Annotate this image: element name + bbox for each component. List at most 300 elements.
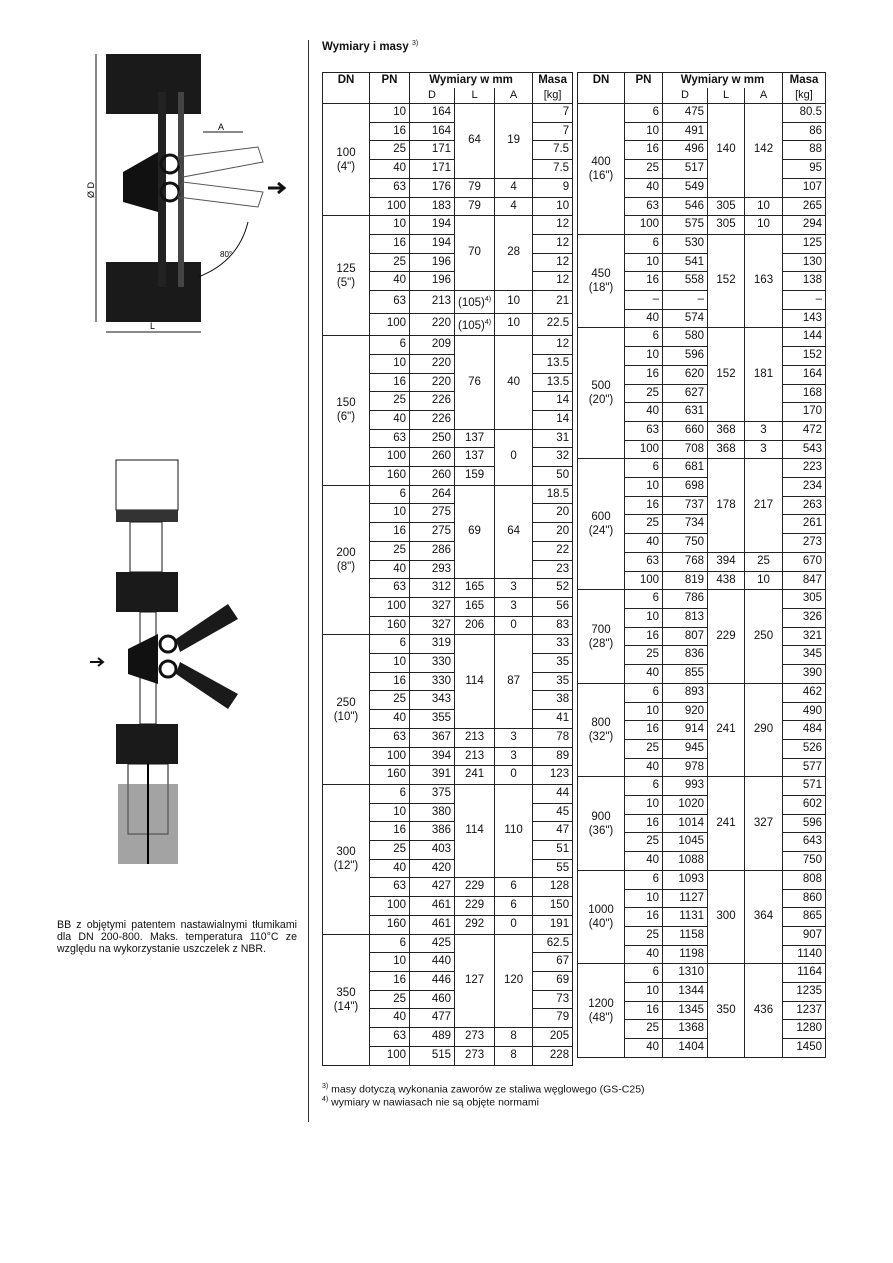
l-cell <box>455 616 495 635</box>
dn-cell <box>578 459 625 590</box>
table-row <box>578 459 826 478</box>
header-pn: PN <box>370 73 410 89</box>
pn-cell: 25 <box>625 926 663 945</box>
d-cell: 343 <box>410 691 455 710</box>
l-footnote-ref: 4) <box>484 318 492 326</box>
mass-cell: 55 <box>533 859 573 878</box>
d-cell: 580 <box>663 328 708 347</box>
l-cell <box>455 336 495 430</box>
d-cell: 194 <box>410 216 455 235</box>
pn-cell: 10 <box>370 654 410 673</box>
header-dn: DN <box>323 73 370 89</box>
a-cell: 436 <box>745 964 783 1058</box>
d-cell: 786 <box>663 590 708 609</box>
pn-cell: 63 <box>370 728 410 747</box>
dn-inch: (5") <box>336 276 356 289</box>
d-cell: 920 <box>663 702 708 721</box>
mass-cell: 670 <box>783 552 826 571</box>
pn-cell: 100 <box>625 216 663 235</box>
pn-cell: 63 <box>370 1028 410 1047</box>
dn-cell <box>323 635 370 785</box>
pn-cell: 6 <box>625 590 663 609</box>
l-value: 273 <box>464 1048 485 1061</box>
mass-cell: 164 <box>783 365 826 384</box>
pn-cell: 25 <box>625 160 663 179</box>
mass-cell: 750 <box>783 852 826 871</box>
l-value: 152 <box>716 274 736 287</box>
mass-cell: 168 <box>783 384 826 403</box>
header-kg: [kg] <box>533 88 573 104</box>
a-cell: 120 <box>495 934 533 1028</box>
d-cell: 768 <box>663 552 708 571</box>
d-cell: 1045 <box>663 833 708 852</box>
mass-cell: 45 <box>533 803 573 822</box>
mass-cell: 1235 <box>783 983 826 1002</box>
dn-cell <box>578 777 625 871</box>
dn-value: 800 <box>591 717 611 730</box>
dn-cell <box>323 485 370 635</box>
pn-cell: 100 <box>370 597 410 616</box>
d-cell: 1310 <box>663 964 708 983</box>
d-cell: 596 <box>663 347 708 366</box>
dn-inch: (24") <box>588 525 614 538</box>
d-cell: 978 <box>663 758 708 777</box>
pn-cell: 10 <box>370 504 410 523</box>
l-cell <box>455 766 495 785</box>
mass-cell: 390 <box>783 665 826 684</box>
pn-cell: 16 <box>370 234 410 253</box>
l-value: 229 <box>464 880 485 893</box>
mass-cell: 1450 <box>783 1039 826 1058</box>
mass-cell: 223 <box>783 459 826 478</box>
pn-cell: 40 <box>370 272 410 291</box>
header-dn: DN <box>578 73 625 89</box>
l-cell <box>708 234 745 328</box>
pn-cell: 6 <box>625 683 663 702</box>
pn-cell: 16 <box>625 365 663 384</box>
pn-cell: 10 <box>625 889 663 908</box>
pn-cell: 25 <box>370 841 410 860</box>
pn-cell: 16 <box>625 908 663 927</box>
dn-value: 1000 <box>588 904 614 917</box>
header-d: D <box>663 88 708 104</box>
l-cell <box>708 216 745 235</box>
pn-cell: 16 <box>625 814 663 833</box>
dn-value: 400 <box>591 155 611 168</box>
mass-cell: 128 <box>533 878 573 897</box>
l-cell <box>455 747 495 766</box>
l-value: 305 <box>716 218 736 231</box>
mass-cell: 1140 <box>783 945 826 964</box>
mass-cell: 23 <box>533 560 573 579</box>
footnote-4 <box>322 1096 539 1109</box>
mass-cell: 596 <box>783 814 826 833</box>
d-cell: 260 <box>410 448 455 467</box>
l-cell <box>708 870 745 964</box>
pn-cell: 100 <box>370 313 410 336</box>
pn-cell: 6 <box>625 777 663 796</box>
dn-value: 100 <box>336 146 356 159</box>
dn-inch: (36") <box>588 824 614 837</box>
l-value: 229 <box>716 629 736 642</box>
a-cell: 3 <box>745 440 783 459</box>
d-cell: 993 <box>663 777 708 796</box>
d-cell: 491 <box>663 122 708 141</box>
l-cell <box>708 590 745 684</box>
pn-cell: 10 <box>370 803 410 822</box>
mass-cell: 305 <box>783 590 826 609</box>
d-cell: 194 <box>410 234 455 253</box>
header-l: L <box>708 88 745 104</box>
pn-cell: 40 <box>370 710 410 729</box>
d-cell: 286 <box>410 541 455 560</box>
l-value: 79 <box>468 199 481 212</box>
l-cell <box>708 777 745 871</box>
dn-cell <box>323 336 370 486</box>
mass-cell: 47 <box>533 822 573 841</box>
d-cell: 420 <box>410 859 455 878</box>
table-row <box>323 934 573 953</box>
dn-value: 250 <box>336 696 356 709</box>
d-cell: 275 <box>410 504 455 523</box>
pn-cell: 10 <box>370 354 410 373</box>
header-dims: Wymiary w mm <box>663 73 783 89</box>
l-cell <box>455 448 495 467</box>
table-row <box>323 485 573 504</box>
l-cell <box>455 313 495 336</box>
mass-cell: 38 <box>533 691 573 710</box>
mass-cell: 1280 <box>783 1020 826 1039</box>
mass-cell: 860 <box>783 889 826 908</box>
mass-cell: 12 <box>533 272 573 291</box>
mass-cell: 41 <box>533 710 573 729</box>
mass-cell: 51 <box>533 841 573 860</box>
mass-cell: 907 <box>783 926 826 945</box>
d-cell: 575 <box>663 216 708 235</box>
pn-cell: 63 <box>370 178 410 197</box>
pn-cell: 25 <box>625 646 663 665</box>
pn-cell: 25 <box>370 141 410 160</box>
pn-cell: 10 <box>625 253 663 272</box>
l-value: 137 <box>464 450 485 463</box>
d-cell: 220 <box>410 354 455 373</box>
header-a: A <box>745 88 783 104</box>
mass-cell: 79 <box>533 1009 573 1028</box>
d-cell: 734 <box>663 515 708 534</box>
pn-cell: 160 <box>370 467 410 486</box>
a-cell: 8 <box>495 1046 533 1065</box>
pn-cell: 40 <box>625 665 663 684</box>
l-cell <box>455 104 495 179</box>
dn-cell <box>578 234 625 328</box>
pn-cell: 6 <box>625 234 663 253</box>
a-cell: 3 <box>495 579 533 598</box>
title-text: Wymiary i masy <box>322 40 409 53</box>
mass-cell: 22 <box>533 541 573 560</box>
header-mass: Masa <box>533 73 573 89</box>
l-cell <box>455 1046 495 1065</box>
l-value: 213 <box>464 730 485 743</box>
table-row <box>323 104 573 123</box>
dn-inch: (18") <box>588 282 614 295</box>
a-cell: 40 <box>495 336 533 430</box>
mass-cell: 21 <box>533 291 573 314</box>
d-cell: 1198 <box>663 945 708 964</box>
pn-cell: 10 <box>625 478 663 497</box>
mass-cell: 294 <box>783 216 826 235</box>
header-l: L <box>455 88 495 104</box>
mass-cell: 7 <box>533 122 573 141</box>
d-cell: 855 <box>663 665 708 684</box>
l-value: 292 <box>464 917 485 930</box>
dn-inch: (8") <box>336 561 356 574</box>
l-value: 394 <box>716 554 736 567</box>
d-cell: 819 <box>663 571 708 590</box>
d-cell: 546 <box>663 197 708 216</box>
d-cell: 461 <box>410 897 455 916</box>
dn-cell <box>578 104 625 235</box>
mass-cell: 261 <box>783 515 826 534</box>
mass-cell: 14 <box>533 392 573 411</box>
l-value: 206 <box>464 618 485 631</box>
l-value: 241 <box>716 723 736 736</box>
table-row <box>578 104 826 123</box>
a-cell: 6 <box>495 878 533 897</box>
l-cell <box>708 459 745 553</box>
pn-cell: 25 <box>370 392 410 411</box>
pn-cell: 40 <box>370 560 410 579</box>
mass-cell: 265 <box>783 197 826 216</box>
l-value: 273 <box>464 1030 485 1043</box>
table-row <box>578 683 826 702</box>
d-cell: 209 <box>410 336 455 355</box>
pn-cell: 6 <box>625 964 663 983</box>
l-value: 213 <box>464 749 485 762</box>
l-value: 165 <box>464 599 485 612</box>
a-cell: 0 <box>495 915 533 934</box>
pn-cell: 6 <box>370 336 410 355</box>
pn-cell: 63 <box>370 291 410 314</box>
l-value: 159 <box>464 469 485 482</box>
mass-cell: 1164 <box>783 964 826 983</box>
mass-cell: 228 <box>533 1046 573 1065</box>
dimensions-table-left <box>322 72 573 1066</box>
pn-cell: 6 <box>370 934 410 953</box>
l-value: 76 <box>468 375 481 388</box>
mass-cell: 13.5 <box>533 354 573 373</box>
mass-cell: 130 <box>783 253 826 272</box>
a-cell: 0 <box>495 766 533 785</box>
d-cell: 330 <box>410 654 455 673</box>
pn-cell: 16 <box>625 141 663 160</box>
d-cell: 1127 <box>663 889 708 908</box>
dn-cell <box>578 683 625 777</box>
l-value: 305 <box>716 199 736 212</box>
pn-cell: 63 <box>625 197 663 216</box>
l-cell <box>455 597 495 616</box>
mass-cell: 847 <box>783 571 826 590</box>
mass-cell: 14 <box>533 410 573 429</box>
dn-cell <box>323 216 370 336</box>
footnote-3 <box>322 1083 645 1096</box>
l-value: 241 <box>464 768 485 781</box>
mass-cell: 205 <box>533 1028 573 1047</box>
mass-cell: 7.5 <box>533 160 573 179</box>
footnote-text: wymiary w nawiasach nie są objęte normami <box>331 1096 539 1109</box>
l-cell <box>455 728 495 747</box>
mass-cell: 33 <box>533 635 573 654</box>
l-cell <box>455 291 495 314</box>
pn-cell: 63 <box>625 552 663 571</box>
pn-cell: 6 <box>370 784 410 803</box>
d-cell: 549 <box>663 178 708 197</box>
pn-cell: 16 <box>370 672 410 691</box>
l-value: 438 <box>716 573 736 586</box>
pn-cell: 40 <box>625 178 663 197</box>
dn-value: 150 <box>336 397 356 410</box>
d-cell: 708 <box>663 440 708 459</box>
l-cell <box>455 635 495 729</box>
l-value: (105) <box>458 319 485 332</box>
d-cell: 737 <box>663 496 708 515</box>
pn-cell: 6 <box>625 870 663 889</box>
d-cell: 220 <box>410 313 455 336</box>
l-value: 300 <box>716 910 736 923</box>
d-cell: 440 <box>410 953 455 972</box>
l-value: 229 <box>464 899 485 912</box>
d-cell: 425 <box>410 934 455 953</box>
column-divider <box>308 40 309 1122</box>
mass-cell: 69 <box>533 972 573 991</box>
pn-cell: 40 <box>625 758 663 777</box>
mass-cell: 22.5 <box>533 313 573 336</box>
pn-cell: 100 <box>625 440 663 459</box>
a-cell: 364 <box>745 870 783 964</box>
mass-cell: 484 <box>783 721 826 740</box>
dn-cell <box>578 964 625 1058</box>
l-value: 241 <box>716 816 736 829</box>
a-cell: 142 <box>745 104 783 198</box>
mass-cell: 31 <box>533 429 573 448</box>
dn-inch: (12") <box>333 860 359 873</box>
pn-cell: 63 <box>370 429 410 448</box>
mass-cell: 35 <box>533 654 573 673</box>
pn-cell: 40 <box>625 534 663 553</box>
table-row <box>578 870 826 889</box>
title-footnote-ref: 3) <box>411 40 419 47</box>
mass-cell: 263 <box>783 496 826 515</box>
l-cell <box>455 467 495 486</box>
mass-cell: 808 <box>783 870 826 889</box>
mass-cell: 123 <box>533 766 573 785</box>
mass-cell: 543 <box>783 440 826 459</box>
pn-cell: 25 <box>370 541 410 560</box>
l-cell <box>455 915 495 934</box>
l-cell <box>455 178 495 197</box>
d-cell: 813 <box>663 608 708 627</box>
mass-cell: 571 <box>783 777 826 796</box>
a-cell: 327 <box>745 777 783 871</box>
a-cell: 4 <box>495 197 533 216</box>
d-cell: 1093 <box>663 870 708 889</box>
dn-cell <box>323 934 370 1065</box>
a-cell: 19 <box>495 104 533 179</box>
d-cell: 1368 <box>663 1020 708 1039</box>
pn-cell: 10 <box>370 104 410 123</box>
mass-cell: 12 <box>533 234 573 253</box>
a-cell: 250 <box>745 590 783 684</box>
mass-cell: 577 <box>783 758 826 777</box>
valve-actuator-drawing <box>88 444 298 894</box>
pn-cell: 6 <box>625 104 663 123</box>
mass-cell: 273 <box>783 534 826 553</box>
d-cell: 319 <box>410 635 455 654</box>
d-cell: 196 <box>410 272 455 291</box>
d-cell: 1020 <box>663 796 708 815</box>
pn-cell: 25 <box>625 739 663 758</box>
mass-cell: 144 <box>783 328 826 347</box>
d-cell: 427 <box>410 878 455 897</box>
pn-cell: 10 <box>370 216 410 235</box>
table-row <box>578 328 826 347</box>
d-cell: 631 <box>663 403 708 422</box>
d-cell: 367 <box>410 728 455 747</box>
table-row <box>578 590 826 609</box>
mass-cell: 20 <box>533 523 573 542</box>
d-cell: 327 <box>410 597 455 616</box>
mass-cell: 78 <box>533 728 573 747</box>
d-cell: 620 <box>663 365 708 384</box>
pn-cell: 25 <box>625 1020 663 1039</box>
d-cell: 515 <box>410 1046 455 1065</box>
d-cell: – <box>663 291 708 310</box>
pn-cell: 100 <box>370 747 410 766</box>
l-value: 64 <box>468 134 481 147</box>
mass-cell: 462 <box>783 683 826 702</box>
l-value: 165 <box>464 581 485 594</box>
mass-cell: 35 <box>533 672 573 691</box>
d-cell: 226 <box>410 410 455 429</box>
pn-cell: 6 <box>370 485 410 504</box>
pn-cell: 25 <box>625 515 663 534</box>
a-cell: 3 <box>745 421 783 440</box>
pn-cell: 100 <box>370 448 410 467</box>
a-cell: 3 <box>495 597 533 616</box>
l-cell <box>455 197 495 216</box>
dn-inch: (32") <box>588 731 614 744</box>
a-cell: 3 <box>495 728 533 747</box>
mass-cell: 643 <box>783 833 826 852</box>
footnote-num: 3) <box>322 1083 329 1090</box>
d-cell: 1158 <box>663 926 708 945</box>
mass-cell: 138 <box>783 272 826 291</box>
l-value: 368 <box>716 442 736 455</box>
l-value: (105) <box>458 296 485 309</box>
dn-value: 200 <box>336 547 356 560</box>
l-cell <box>708 964 745 1058</box>
l-value: 140 <box>716 143 736 156</box>
pn-cell: 16 <box>625 627 663 646</box>
pn-cell: 100 <box>370 197 410 216</box>
d-cell: 446 <box>410 972 455 991</box>
dn-value: 300 <box>336 846 356 859</box>
dn-inch: (40") <box>588 918 614 931</box>
pn-cell: 10 <box>370 953 410 972</box>
dn-value: 700 <box>591 623 611 636</box>
mass-cell: 170 <box>783 403 826 422</box>
pn-cell: 10 <box>625 608 663 627</box>
dn-value: 350 <box>336 986 356 999</box>
